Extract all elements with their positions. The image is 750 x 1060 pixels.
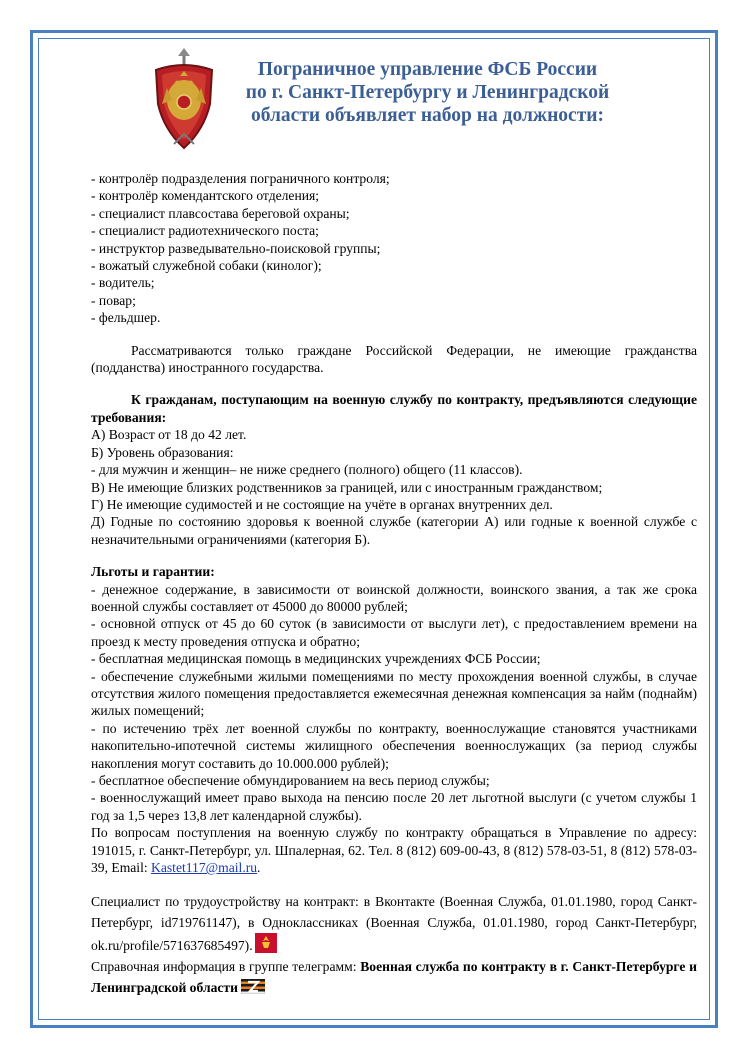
specialist-text: Специалист по трудоустройству на контракт: в Вконтакте (Военная Служба, 01.01.1980, город Санкт-Петербург, id719761147), в Одноклассниках (Военная Служба, 01.01.1980, город Санкт-Петербург, ok.ru/profile/571637685497). <box>91 894 697 954</box>
position-item: - специалист плавсостава береговой охраны; <box>91 205 350 221</box>
position-item: - специалист радиотехнического поста; <box>91 223 319 239</box>
position-item: - инструктор разведывательно-поисковой группы; <box>91 240 381 256</box>
requirement-item: А) Возраст от 18 до 42 лет. <box>91 427 247 443</box>
telegram-paragraph <box>91 956 697 998</box>
position-item: - фельдшер. <box>91 310 161 326</box>
requirements-heading: К гражданам, поступающим на военную службу по контракту, предъявляются следующие требования: <box>91 392 697 425</box>
requirements-list <box>91 426 697 548</box>
page-title <box>230 58 625 127</box>
position-item: - контролёр подразделения пограничного контроля; <box>91 171 390 186</box>
requirement-item: - для мужчин и женщин– не ниже среднего (полного) общего (11 классов). <box>91 462 523 478</box>
requirement-item: Д) Годные по состоянию здоровья к военной службе (категории А) или годные к военной службе с незначительными ограничениями (категория Б). <box>91 514 697 547</box>
position-item: - вожатый служебной собаки (кинолог); <box>91 258 322 274</box>
contact-paragraph <box>91 824 697 876</box>
telegram-group-name: Военная служба по контракту в г. Санкт-Петербурге и Ленинградской области <box>91 959 698 996</box>
flag-icon <box>255 933 277 953</box>
requirement-item: В) Не имеющие близких родственников за границей, или с иностранным гражданством; <box>91 479 603 495</box>
citizenship-note: Рассматриваются только граждане Российской Федерации, не имеющие гражданства (подданства) иностранного государства. <box>91 342 697 376</box>
email-link[interactable]: Kastet117@mail.ru <box>151 860 258 876</box>
benefit-item: - денежное содержание, в зависимости от воинской должности, воинского звания, а так же срока военной службы составляет от 45000 до 80000 рублей; <box>91 581 697 614</box>
benefit-item: - бесплатная медицинская помощь в медицинских учреждениях ФСБ России; <box>91 651 541 667</box>
z-ribbon-icon <box>241 979 265 994</box>
position-item: - водитель; <box>91 275 155 291</box>
benefit-item: - военнослужащий имеет право выхода на пенсию после 20 лет льготной выслуги (с учетом службы 1 год за 1,5 через 13,8 лет календарной службы). <box>91 790 697 823</box>
benefit-item: - бесплатное обеспечение обмундированием на весь период службы; <box>91 773 490 788</box>
contact-end: . <box>257 860 261 876</box>
positions-list <box>91 170 697 327</box>
position-item: - контролёр комендантского отделения; <box>91 188 320 204</box>
title-line-2: по г. Санкт-Петербургу и Ленинградской <box>245 82 610 103</box>
requirement-item: Б) Уровень образования: <box>91 444 234 460</box>
specialist-paragraph <box>91 891 697 956</box>
telegram-info-prefix: Справочная информация в группе телеграмм: <box>91 959 361 975</box>
benefit-item: - основной отпуск от 45 до 60 суток (в зависимости от выслуги лет), с предоставлением времени на проезд к месту проведения отпуска и обратно; <box>91 616 697 649</box>
position-item: - повар; <box>91 292 136 308</box>
contact-text: По вопросам поступления на военную службу по контракту обращаться в Управление по адресу: 191015, г. Санкт-Петербург, ул. Шпалерная, 62. Тел. 8 (812) 609-00-43, 8 (812) 578-03-51, 8 (812) 578-03-39, Email: <box>91 825 697 876</box>
main-content <box>91 170 697 998</box>
benefits-heading: Льготы и гарантии: <box>91 564 215 580</box>
title-line-3: области объявляет набор на должности: <box>250 105 605 126</box>
benefits-list <box>91 581 697 825</box>
fsb-emblem-icon <box>150 48 218 152</box>
benefit-item: - по истечению трёх лет военной службы по контракту, военнослужащие становятся участниками накопительно-ипотечной системы жилищного обеспечения военнослужащих (за период службы накопления могут составить до 10.000.000 рублей); <box>91 720 697 771</box>
benefit-item: - обеспечение служебными жилыми помещениями по месту прохождения военной службы, в случае отсутствия жилого помещения предоставляется ежемесячная денежная компенсация за найм (поднайм) жилых помещений; <box>91 668 697 719</box>
title-line-1: Пограничное управление ФСБ России <box>257 59 598 80</box>
requirement-item: Г) Не имеющие судимостей и не состоящие на учёте в органах внутренних дел. <box>91 496 553 512</box>
